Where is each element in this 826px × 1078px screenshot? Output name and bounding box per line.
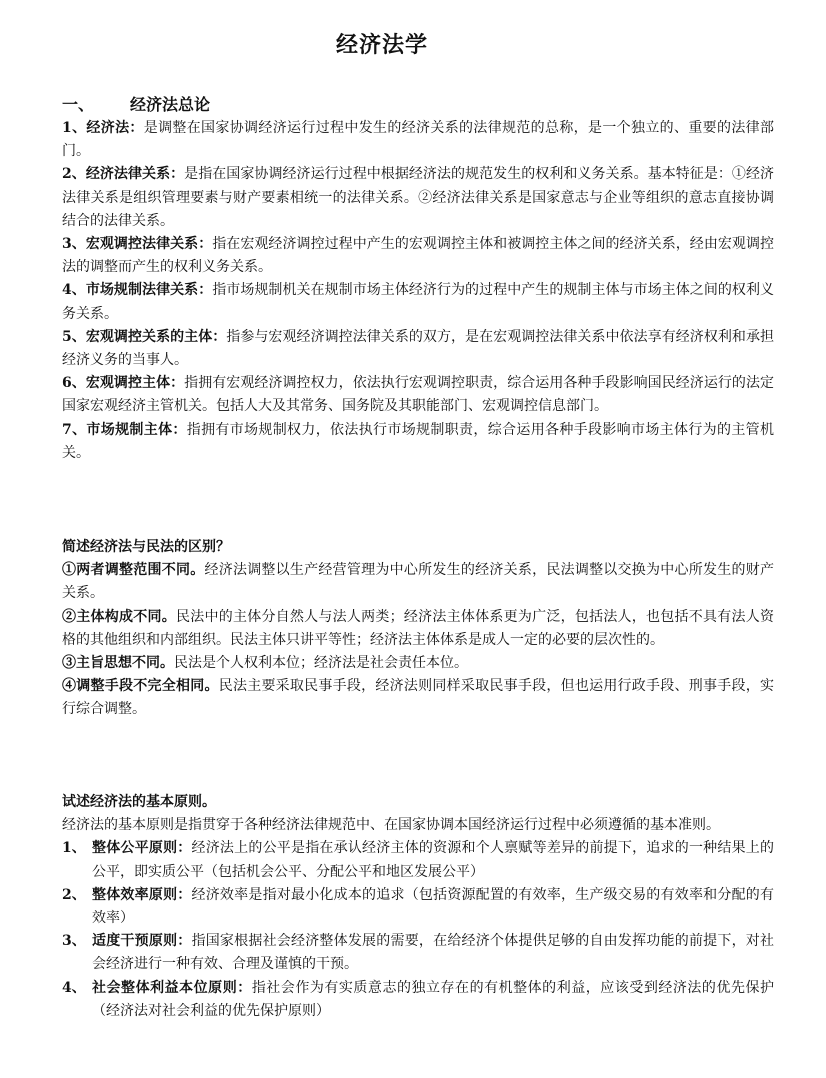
question-heading: 简述经济法与民法的区别？ [62,539,230,555]
definition-number: 5、 [62,328,86,345]
definition-paragraph [62,419,774,465]
difference-term: ③主旨思想不同。 [62,655,174,672]
definition-text: 是指在国家协调经济运行过程中根据经济法的规范发生的权利和义务关系。基本特征是：①经济法律关系是组织管理要素与财产要素相统一的法律关系。②经济法律关系是国家意志与企业等组织的意志直接协调结合的法律关系。 [62,166,775,229]
definition-term: 市场规制法律关系： [85,282,213,299]
principle-term: 适度干预原则： [92,933,192,950]
definition-text: 指参与宏观经济调控法律关系的双方，是在宏观调控法律关系中依法享有经济权利和承担经济义务的当事人。 [62,328,775,369]
definition-number: 7、 [62,421,87,438]
difference-term: ④调整手段不完全相同。 [62,678,219,695]
definition-number: 3、 [62,236,86,253]
definition-paragraph [62,326,774,372]
principle-item [62,837,774,883]
definition-text: 指在宏观经济调控过程中产生的宏观调控主体和被调控主体之间的经济关系，经由宏观调控法的调整而产生的权利义务关系。 [62,236,775,276]
definition-paragraph [62,279,774,325]
principle-number: 2、 [62,886,86,903]
principle-term: 整体效率原则： [92,886,192,903]
definition-term: 经济法： [86,120,144,136]
definition-paragraph [62,163,774,233]
principle-term: 整体公平原则： [92,840,192,857]
question-heading: 试述经济法的基本原则。 [62,794,216,810]
definition-text: 指拥有市场规制权力，依法执行市场规制职责，综合运用各种手段影响市场主体行为的主管机关。 [62,421,774,461]
difference-text: 民法中的主体分自然人与法人两类；经济法主体体系更为广泛，包括法人，也包括不具有法人资格的其他组织和内部组织。民法主体只讲平等性；经济法主体体系是成人一定的必要的层次性的。 [62,608,775,648]
section-title: 经济法总论 [130,95,211,114]
principle-number: 3、 [62,933,86,950]
principle-item [62,930,774,976]
definition-term: 宏观调控关系的主体： [85,328,227,345]
definition-text: 指拥有宏观经济调控权力，依法执行宏观调控职责，综合运用各种手段影响国民经济运行的法定国家宏观经济主管机关。包括人大及其常务、国务院及其职能部门、宏观调控信息部门。 [62,375,775,415]
definition-paragraph [62,233,774,279]
difference-text: 经济法调整以生产经营管理为中心所发生的经济关系，民法调整以交换为中心所发生的财产关系。 [62,562,775,602]
section-number: 一、 [62,95,95,114]
definitions-block [62,117,774,465]
definition-number: 4、 [62,282,86,299]
question-difference-block [62,536,774,722]
difference-point [62,652,774,675]
definition-paragraph [62,372,774,418]
difference-term: ①两者调整范围不同。 [62,562,205,579]
definition-term: 宏观调控主体： [85,375,185,392]
definition-number: 1、 [62,120,87,136]
difference-point [62,606,774,652]
principle-item [62,977,774,1023]
principle-text: 指社会作为有实质意志的独立存在的有机整体的利益，应该受到经济法的优先保护（经济法对社会利益的优先保护原则） [92,979,775,1019]
definition-number: 6、 [62,375,86,392]
principle-text: 经济效率是指对最小化成本的追求（包括资源配置的有效率，生产级交易的有效率和分配的有效率） [92,886,775,927]
difference-text: 民法是个人权利本位；经济法是社会责任本位。 [174,655,468,672]
definition-text: 是调整在国家协调经济运行过程中发生的经济关系的法律规范的总称，是一个独立的、重要的法律部门。 [62,120,774,160]
definition-term: 市场规制主体： [86,421,187,438]
principle-text: 指国家根据社会经济整体发展的需要，在给经济个体提供足够的自由发挥功能的前提下，对社会经济进行一种有效、合理及谨慎的干预。 [92,933,775,973]
principles-intro: 经济法的基本原则是指贯穿于各种经济法律规范中、在国家协调本国经济运行过程中必须遵循的基本准则。 [62,817,720,834]
definition-text: 指市场规制机关在规制市场主体经济行为的过程中产生的规制主体与市场主体之间的权利义务关系。 [62,282,775,322]
difference-term: ②主体构成不同。 [62,608,176,625]
principle-number: 4、 [62,979,86,996]
document-title: 经济法学 [335,32,428,58]
definition-term: 宏观调控法律关系： [85,236,213,253]
principle-number: 1、 [62,840,86,857]
definition-paragraph [62,117,774,163]
principle-item [62,884,774,930]
difference-point [62,559,774,605]
principles-list [62,837,774,1023]
definition-term: 经济法律关系： [85,166,185,183]
difference-point [62,675,774,721]
difference-text: 民法主要采取民事手段，经济法则同样采取民事手段，但也运用行政手段、刑事手段，实行综合调整。 [62,678,775,718]
principle-text: 经济法上的公平是指在承认经济主体的资源和个人禀赋等差异的前提下，追求的一种结果上的公平，即实质公平（包括机会公平、分配公平和地区发展公平） [92,840,775,880]
definition-number: 2、 [62,166,86,183]
section-heading [62,92,210,115]
principle-term: 社会整体利益本位原则： [92,979,252,996]
question-principles-block [62,791,774,1023]
